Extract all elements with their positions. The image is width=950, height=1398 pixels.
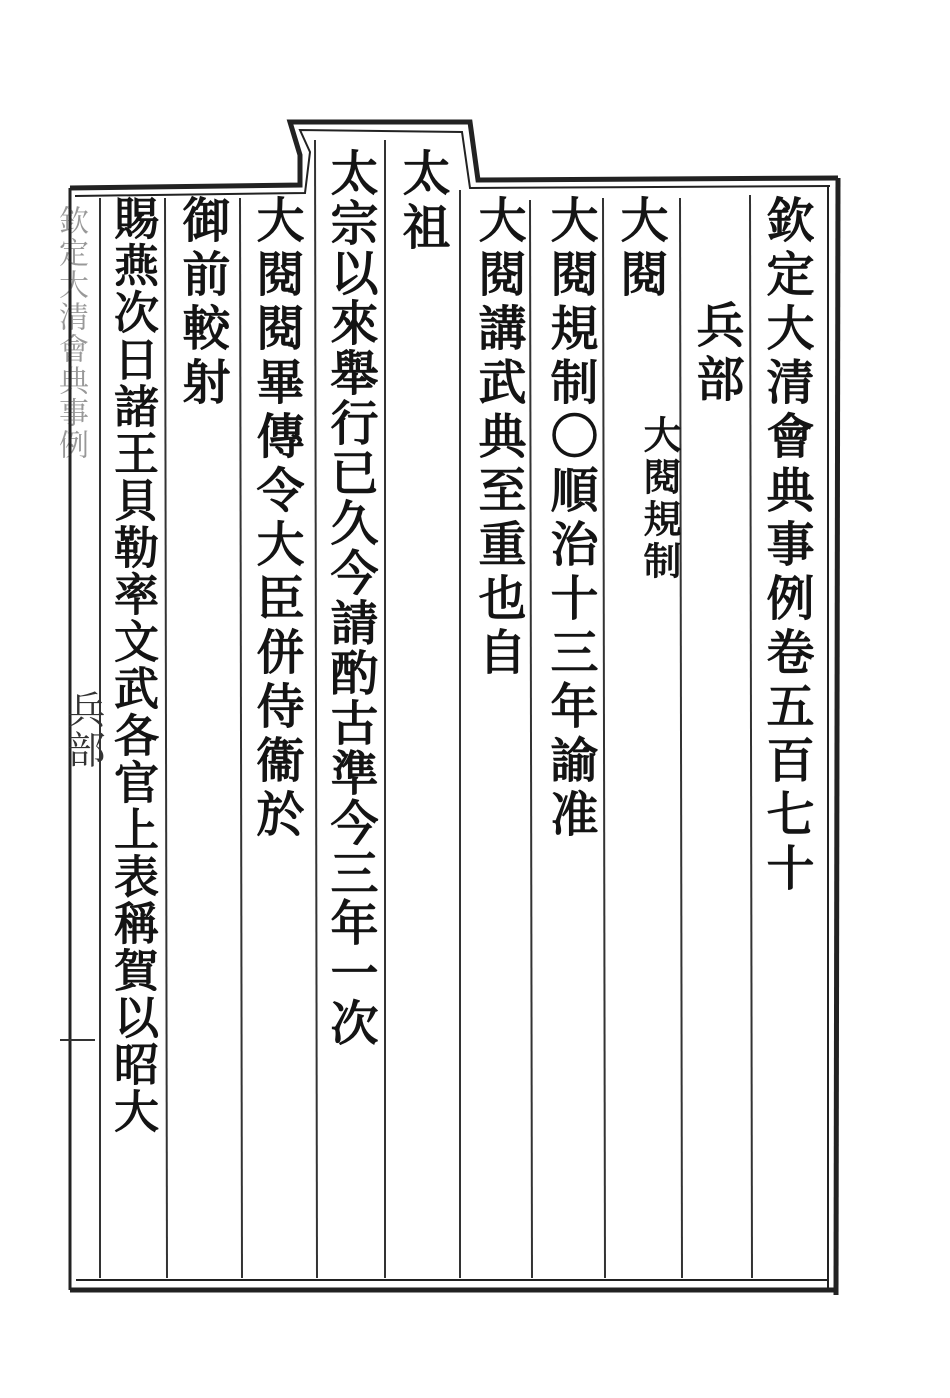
text-column-5: 大閱閱畢傳令大臣併侍衞於 — [248, 195, 304, 843]
text-column-4: 太宗以來舉行已久今請酌古準今三年一次 — [322, 148, 378, 1048]
text-column-1: 大閱規制〇順治十三年諭准 — [542, 195, 598, 843]
text-column-6: 御前較射 — [174, 195, 230, 411]
margin-department: 兵部 — [61, 690, 105, 770]
document-title: 欽定大清會典事例卷五百七十 — [758, 195, 814, 897]
margin-book-title: 欽定大清會典事例 — [53, 205, 88, 461]
text-column-2: 大閱講武典至重也自 — [470, 195, 526, 681]
section-heading: 兵部 — [688, 300, 744, 408]
column-heading: 大閱 — [612, 195, 668, 303]
text-column-7: 賜燕次日諸王貝勒率文武各官上表稱賀以昭大 — [106, 195, 159, 1135]
raised-heading: 太祖 — [394, 148, 450, 256]
subsection-heading: 大閱規制 — [637, 415, 682, 583]
